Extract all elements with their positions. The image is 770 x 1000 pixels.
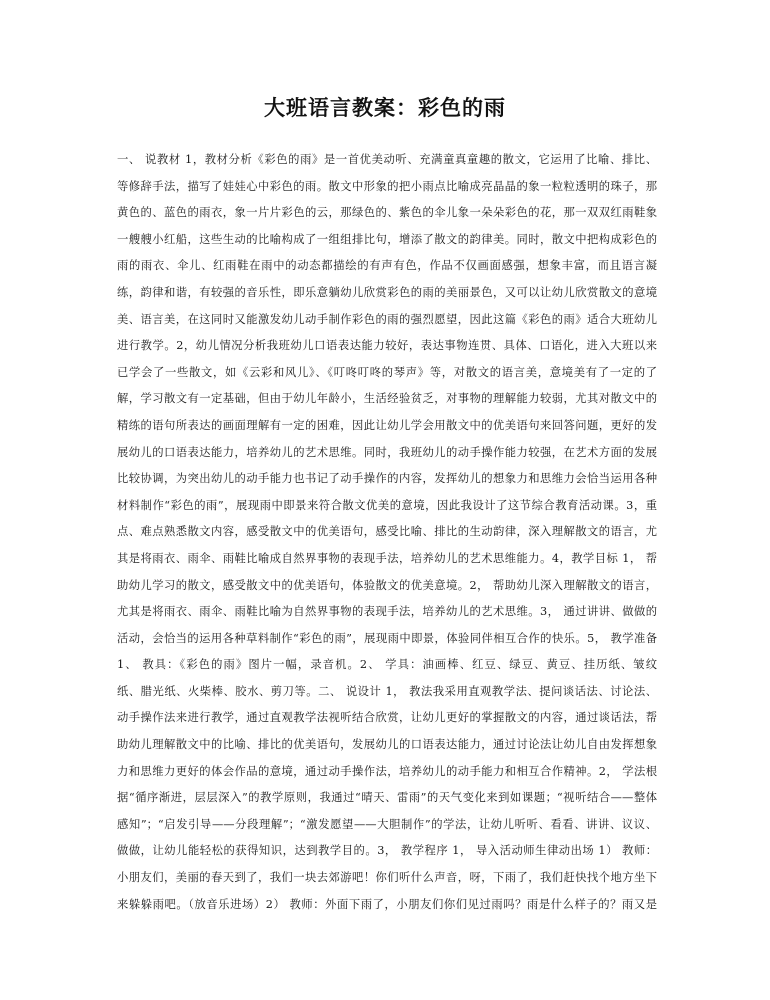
body-line: 练，韵律和谐，有较强的音乐性，即乐意躺幼儿欣赏彩色的雨的美丽景色，又可以让幼儿欣赏散文的意境: [117, 285, 657, 299]
body-line: 一艘艘小红船，这些生动的比喻构成了一组组排比句，增添了散文的韵律美。同时，散文中把构成彩色的: [117, 232, 657, 246]
body-line: 感知”；“启发引导——分段理解”；“激发愿望——大胆制作”的学法，让幼儿听听、看看、讲讲、议议、: [117, 817, 657, 831]
body-line: 来躲躲雨吧。（放音乐进场）2） 教师：外面下雨了，小朋友们你们见过雨吗？雨是什么样子的？雨又是: [117, 897, 657, 911]
body-line: 动手操作法来进行教学，通过直观教学法视听结合欣赏，让幼儿更好的掌握散文的内容，通过谈话法，帮: [117, 711, 657, 725]
body-line: 其是将雨衣、雨伞、雨鞋比喻成自然界事物的表现手法，培养幼儿的艺术思维能力。4，教学目标 1， 帮: [117, 551, 657, 565]
body-line: 小朋友们，美丽的春天到了，我们一块去郊游吧！你们听什么声音，呀，下雨了，我们赶快找个地方坐下: [117, 871, 657, 885]
body-line: 展幼儿的口语表达能力，培养幼儿的艺术思维。同时，我班幼儿的动手操作能力较强，在艺术方面的发展: [117, 445, 657, 459]
body-line: 据“循序渐进，层层深入”的教学原则，我通过“晴天、雷雨”的天气变化来到如课题；“视听结合——整体: [117, 791, 657, 805]
document-body: [117, 147, 657, 918]
body-line: 力和思维力更好的体会作品的意境，通过动手操作法，培养幼儿的动手能力和相互合作精神。2， 学法根: [117, 764, 657, 778]
body-line: 活动，会恰当的运用各种草料制作“彩色的雨”，展现雨中即景，体验同伴相互合作的快乐。5， 教学准备: [117, 631, 657, 645]
body-line: 雨的雨衣、伞儿、红雨鞋在雨中的动态都描绘的有声有色，作品不仅画面感强，想象丰富，而且语言凝: [117, 259, 657, 273]
body-line: 比较协调，为突出幼儿的动手能力也书记了动手操作的内容，发挥幼儿的想象力和思维力会恰当运用各种: [117, 472, 657, 486]
body-line: 尤其是将雨衣、雨伞、雨鞋比喻为自然界事物的表现手法，培养幼儿的艺术思维。3， 通过讲讲、做做的: [117, 605, 657, 619]
body-line: 助幼儿学习的散文，感受散文中的优美语句，体验散文的优美意境。2， 帮助幼儿深入理解散文的语言，: [117, 578, 657, 592]
body-line: 材料制作“彩色的雨”，展现雨中即景来符合散文优美的意境，因此我设计了这节综合教育活动课。3，重: [117, 498, 657, 512]
body-line: 做做，让幼儿能轻松的获得知识，达到教学目的。3， 教学程序 1， 导入活动师生律动出场 1） 教师：: [117, 844, 657, 858]
body-line: 一、 说教材 1，教材分析《彩色的雨》是一首优美动听、充满童真童趣的散文，它运用了比喻、排比、: [117, 153, 657, 166]
body-line: 黄色的、蓝色的雨衣，象一片片彩色的云，那绿色的、紫色的伞儿象一朵朵彩色的花，那一双双红雨鞋象: [117, 206, 657, 220]
document-title: 大班语言教案：彩色的雨: [264, 95, 506, 120]
body-line: 助幼儿理解散文中的比喻、排比的优美语句，发展幼儿的口语表达能力，通过讨论法让幼儿自由发挥想象: [117, 738, 657, 752]
body-line: 1、 教具：《彩色的雨》图片一幅，录音机。2、 学具：油画棒、红豆、绿豆、黄豆、挂历纸、皱纹: [117, 658, 657, 672]
body-line: 精练的语句所表达的画面理解有一定的困难，因此让幼儿学会用散文中的优美语句来回答问题，更好的发: [117, 418, 657, 432]
body-line: 已学会了一些散文，如《云彩和风儿》、《叮咚叮咚的琴声》等，对散文的语言美，意境美有了一定的了: [117, 365, 657, 379]
body-line: 点、难点熟悉散文内容，感受散文中的优美语句，感受比喻、排比的生动韵律，深入理解散文的语言，尤: [117, 525, 657, 539]
body-line: 解，学习散文有一定基础，但由于幼儿年龄小，生活经验贫乏，对事物的理解能力较弱，尤其对散文中的: [117, 392, 657, 406]
body-line: 美、语言美，在这同时又能激发幼儿动手制作彩色的雨的强烈愿望，因此这篇《彩色的雨》适合大班幼儿: [117, 312, 657, 326]
body-line: 纸、腊光纸、火柴棒、胶水、剪刀等。二、 说设计 1， 教法我采用直观教学法、提问谈话法、讨论法、: [117, 684, 657, 698]
body-line: 等修辞手法，描写了娃娃心中彩色的雨。散文中形象的把小雨点比喻成亮晶晶的象一粒粒透明的珠子，那: [117, 179, 657, 193]
body-line: 进行教学。2，幼儿情况分析我班幼儿口语表达能力较好，表达事物连贯、具体、口语化，进入大班以来: [117, 339, 657, 353]
